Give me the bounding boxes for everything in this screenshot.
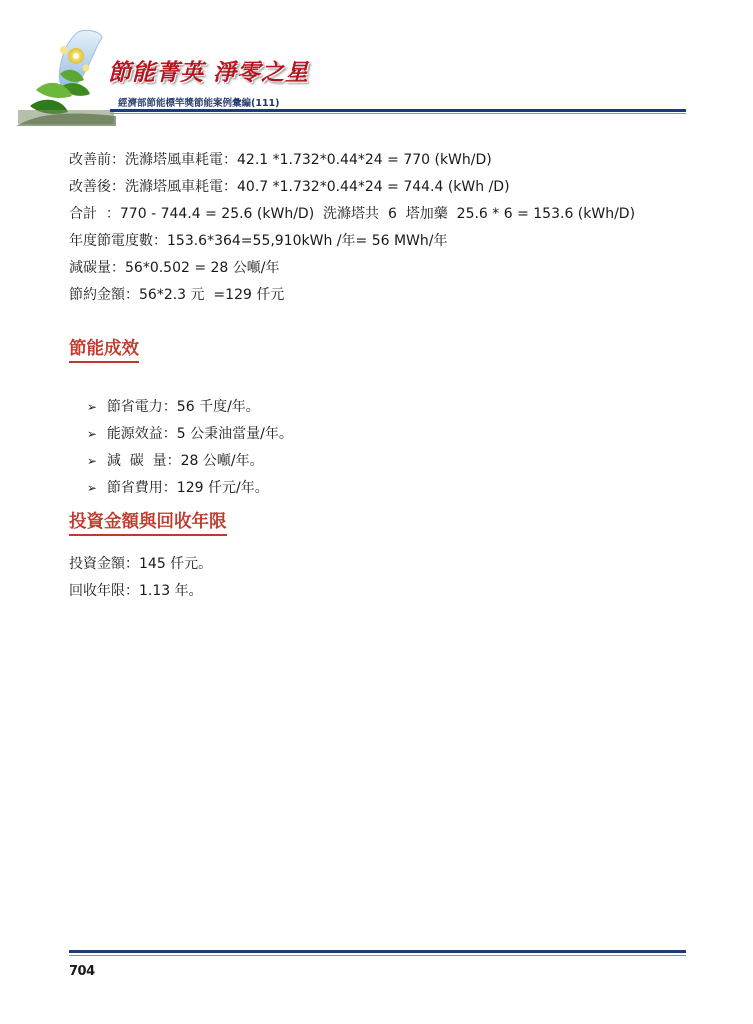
bullet-arrow-icon: ➢: [86, 454, 97, 468]
bullet-arrow-icon: ➢: [86, 481, 97, 495]
calc-line-cost: 節約金額：56*2.3 元 =129 仟元: [69, 287, 285, 303]
section-title-investment: 投資金額與回收年限: [69, 511, 227, 536]
footer-rule: [69, 950, 686, 953]
calc-line-carbon: 減碳量：56*0.502 = 28 公噸/年: [69, 260, 280, 276]
page-number: 704: [69, 964, 95, 979]
calc-line-after: 改善後：洗滌塔風車耗電：40.7 *1.732*0.44*24 = 744.4 (kWh /D): [69, 179, 510, 195]
list-item: [69, 461, 269, 515]
page-header: [0, 0, 753, 125]
brand-title: 節能菁英 淨零之星: [108, 60, 310, 86]
list-item-text: 節省電力：56 千度/年。: [106, 399, 260, 415]
calc-line-total: 合計 ：770 - 744.4 = 25.6 (kWh/D) 洗滌塔共 6 塔加藥 25.6 * 6 = 153.6 (kWh/D): [69, 206, 636, 222]
bullet-arrow-icon: ➢: [86, 400, 97, 414]
section-title-effect: 節能成效: [69, 338, 139, 363]
calc-line-annual-savings: 年度節電度數：153.6*364=55,910kWh /年= 56 MWh/年: [69, 233, 448, 249]
list-item-text: 能源效益：5 公秉油當量/年。: [106, 426, 293, 442]
publication-subtitle: 經濟部節能標竿獎節能案例彙編(111): [118, 98, 280, 109]
header-rule: [110, 109, 686, 112]
calc-line-before: 改善前：洗滌塔風車耗電：42.1 *1.732*0.44*24 = 770 (kWh/D): [69, 152, 492, 168]
bullet-arrow-icon: ➢: [86, 427, 97, 441]
investment-amount: 投資金額：145 仟元。: [69, 556, 213, 572]
payback-period: 回收年限：1.13 年。: [69, 583, 203, 599]
header-rule-thin: [110, 113, 686, 114]
list-item-text: 節省費用：129 仟元/年。: [106, 480, 269, 496]
footer-rule-thin: [69, 955, 686, 956]
list-item-text: 減 碳 量：28 公噸/年。: [106, 453, 264, 469]
